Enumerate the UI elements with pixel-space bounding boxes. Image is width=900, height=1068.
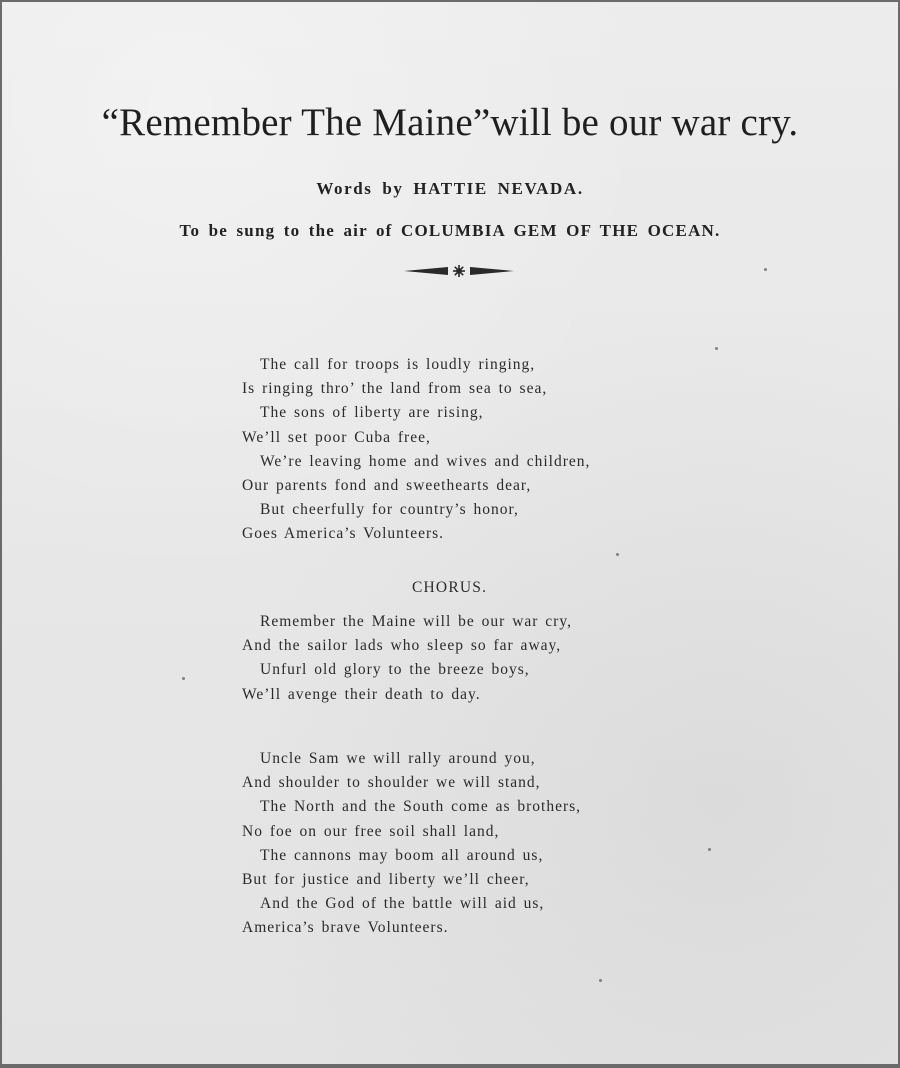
- verse-line: America’s brave Volunteers.: [242, 919, 449, 937]
- verse-line: Goes America’s Volunteers.: [242, 525, 445, 543]
- ornamental-rule-icon: [400, 260, 518, 282]
- paper-speck: [708, 848, 711, 851]
- chorus-line: Unfurl old glory to the breeze boys,: [260, 661, 530, 679]
- paper-speck: [764, 268, 767, 271]
- verse-line: And shoulder to shoulder we will stand,: [242, 774, 541, 792]
- verse-line: Uncle Sam we will rally around you,: [260, 750, 536, 767]
- chorus-line: And the sailor lads who sleep so far away,: [242, 637, 562, 655]
- verse-line: The sons of liberty are rising,: [260, 404, 484, 422]
- author-byline: Words by HATTIE NEVADA.: [316, 179, 584, 198]
- song-title: “Remember The Maine”will be our war cry.: [101, 101, 799, 144]
- tune-note: To be sung to the air of COLUMBIA GEM OF THE OCEAN.: [179, 221, 721, 240]
- song-sheet-page: [2, 2, 898, 1064]
- verse-line: The cannons may boom all around us,: [260, 846, 544, 864]
- verse-line: We’ll set poor Cuba free,: [242, 428, 431, 446]
- verse-two: [242, 747, 581, 941]
- paper-speck: [599, 979, 602, 982]
- verse-line: No foe on our free soil shall land,: [242, 822, 500, 840]
- verse-line: Is ringing thro’ the land from sea to sea,: [242, 380, 548, 398]
- chorus: [242, 610, 572, 707]
- verse-line: The call for troops is loudly ringing,: [260, 356, 536, 373]
- chorus-heading: CHORUS.: [412, 579, 488, 596]
- paper-speck: [715, 347, 718, 350]
- verse-line: We’re leaving home and wives and children,: [260, 452, 591, 470]
- verse-line: And the God of the battle will aid us,: [260, 895, 545, 913]
- chorus-line: We’ll avenge their death to day.: [242, 685, 481, 703]
- paper-speck: [182, 677, 185, 680]
- verse-line: The North and the South come as brothers,: [260, 798, 582, 816]
- verse-line: But for justice and liberty we’ll cheer,: [242, 871, 530, 889]
- paper-speck: [616, 553, 619, 556]
- verse-line: But cheerfully for country’s honor,: [260, 501, 519, 519]
- verse-one: [242, 353, 590, 547]
- chorus-line: Remember the Maine will be our war cry,: [260, 613, 572, 630]
- verse-line: Our parents fond and sweethearts dear,: [242, 477, 532, 495]
